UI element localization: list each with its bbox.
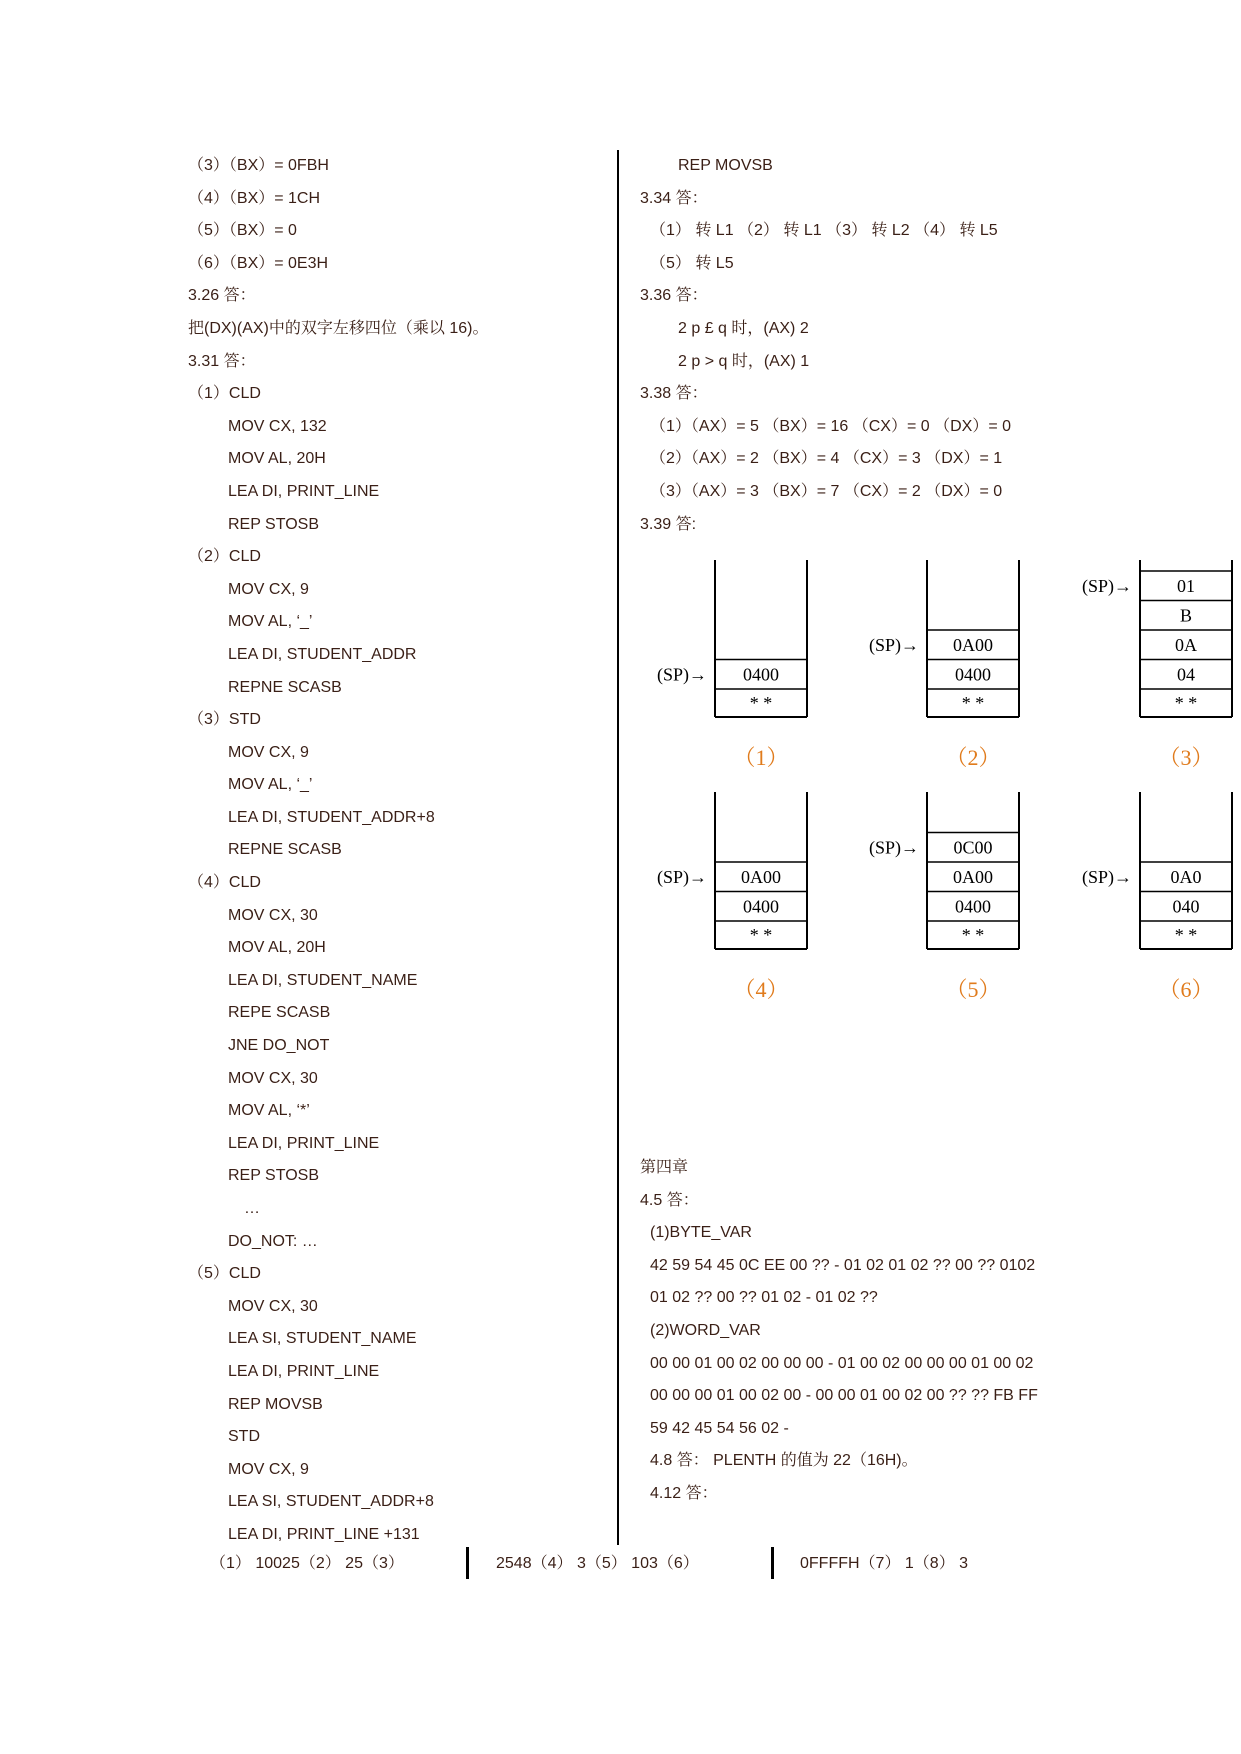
stack-cell-value: 0A00: [741, 866, 781, 887]
left-text-line: LEA DI, PRINT_LINE: [228, 1134, 380, 1152]
stack-diagram-svg: [640, 560, 1241, 1080]
right-text-line: 2 p > q 时，(AX) 1: [678, 352, 810, 370]
right-text-line: 3.34 答：: [640, 189, 708, 207]
left-text-line: MOV CX, 30: [228, 1069, 318, 1087]
stack-caption: （2）: [945, 745, 1001, 770]
left-text-line: JNE DO_NOT: [228, 1037, 330, 1055]
right-text-line: 4.5 答：: [640, 1191, 699, 1209]
stack-pointer-label: (SP)→: [1081, 575, 1132, 596]
left-text-line: REP STOSB: [228, 1167, 319, 1185]
right-column-top: [640, 150, 1080, 541]
left-text-line: MOV AL, 20H: [228, 450, 326, 468]
right-text-line: 第四章: [640, 1159, 689, 1176]
left-text-line: （4）（BX）= 1CH: [188, 189, 321, 207]
left-text-line: MOV CX, 30: [228, 906, 318, 924]
left-text-line: DO_NOT: …: [228, 1232, 318, 1250]
right-text-line: （5） 转 L5: [650, 254, 734, 272]
left-text-line: MOV CX, 9: [228, 580, 309, 598]
right-text-line: （2）（AX）= 2 （BX）= 4 （CX）= 3 （DX）= 1: [650, 450, 1003, 468]
stack-diagrams: [640, 560, 1241, 1080]
left-text-line: MOV CX, 132: [228, 417, 327, 435]
stack-cell-value: 0A00: [953, 866, 993, 887]
right-text-line: REP MOVSB: [678, 157, 773, 174]
stack-cell-value: 0A00: [953, 634, 993, 655]
left-text-line: LEA DI, PRINT_LINE +131: [228, 1525, 420, 1543]
left-text-line: LEA DI, STUDENT_NAME: [228, 971, 418, 989]
footer-part-3: 0FFFFH（7） 1（8） 3: [800, 1555, 969, 1572]
stack-bottom-mark: * *: [749, 925, 773, 945]
stack-cell-value: 0400: [955, 896, 991, 917]
right-text-line: 00 00 01 00 02 00 00 00 - 01 00 02 00 00 00 01 00 02: [650, 1354, 1034, 1372]
stack-caption: （6）: [1158, 977, 1214, 1002]
left-text-line: MOV AL, ‘*’: [228, 1102, 310, 1120]
stack-cell-value: 0C00: [953, 837, 993, 858]
left-text-line: LEA SI, STUDENT_ADDR+8: [228, 1493, 434, 1511]
stack-pointer-label: (SP)→: [1081, 866, 1132, 887]
left-text-line: MOV AL, ‘_’: [228, 613, 313, 631]
right-text-line: （3）（AX）= 3 （BX）= 7 （CX）= 2 （DX）= 0: [650, 482, 1003, 500]
right-text-line: 4.8 答： PLENTH 的值为 22（16H)。: [650, 1452, 918, 1470]
stack-cell-value: 040: [1172, 896, 1200, 917]
left-text-line: （2）CLD: [188, 548, 261, 566]
stack-cell-value: 0400: [743, 896, 779, 917]
right-column-bottom: [640, 1152, 1080, 1511]
left-text-line: （6）（BX）= 0E3H: [188, 254, 329, 272]
left-text-line: …: [244, 1200, 260, 1217]
right-text-line: 3.36 答：: [640, 287, 708, 305]
right-text-line: 59 42 45 54 56 02 -: [650, 1419, 789, 1437]
stack-bottom-mark: * *: [961, 925, 985, 945]
stack-cell-value: 0A: [1175, 634, 1197, 655]
left-text-line: MOV AL, 20H: [228, 939, 326, 957]
stack-pointer-label: (SP)→: [868, 634, 919, 655]
right-text-line: 00 00 00 01 00 02 00 - 00 00 01 00 02 00 ?? ?? FB FF: [650, 1387, 1038, 1405]
right-text-line: 4.12 答：: [650, 1484, 718, 1502]
stack-cell-value: 0400: [955, 664, 991, 685]
stack-pointer-label: (SP)→: [656, 664, 707, 685]
right-text-line: 3.39 答:: [640, 515, 697, 533]
right-text-line: （1）（AX）= 5 （BX）= 16 （CX）= 0 （DX）= 0: [650, 417, 1012, 435]
stack-cell-value: 0A0: [1170, 866, 1202, 887]
stack-bottom-mark: * *: [749, 693, 773, 713]
left-text-line: （5）CLD: [188, 1265, 261, 1283]
stack-bottom-mark: * *: [961, 693, 985, 713]
left-text-line: STD: [228, 1428, 260, 1446]
left-text-line: REP STOSB: [228, 515, 319, 533]
footer-part-2: 2548（4） 3（5） 103（6）: [496, 1555, 699, 1572]
stack-caption: （1）: [733, 745, 789, 770]
left-text-line: REPNE SCASB: [228, 678, 342, 696]
right-text-line: 42 59 54 45 0C EE 00 ?? - 01 02 01 02 ?? 00 ?? 0102: [650, 1256, 1036, 1274]
left-text-line: LEA SI, STUDENT_NAME: [228, 1330, 417, 1348]
stack-cell-value: 04: [1177, 664, 1195, 685]
left-text-line: REP MOVSB: [228, 1395, 323, 1413]
stack-caption: （5）: [945, 977, 1001, 1002]
right-text-line: （1） 转 L1 （2） 转 L1 （3） 转 L2 （4） 转 L5: [650, 222, 998, 240]
left-text-line: 把(DX)(AX)中的双字左移四位（乘以 16)。: [188, 319, 489, 337]
left-text-line: MOV CX, 30: [228, 1297, 318, 1315]
right-text-line: (2)WORD_VAR: [650, 1321, 761, 1339]
right-text-line: 01 02 ?? 00 ?? 01 02 - 01 02 ??: [650, 1289, 878, 1307]
left-text-line: （5）（BX）= 0: [188, 222, 297, 240]
left-text-line: （3）（BX）= 0FBH: [188, 157, 329, 174]
left-text-line: REPNE SCASB: [228, 841, 342, 859]
stack-cell-value: B: [1179, 605, 1193, 626]
stack-bottom-mark: * *: [1174, 693, 1198, 713]
left-text-line: （1）CLD: [188, 385, 261, 403]
left-text-line: MOV AL, ‘_’: [228, 776, 313, 794]
stack-caption: （4）: [733, 977, 789, 1002]
stack-cell-value: 01: [1177, 575, 1195, 596]
left-column: [188, 150, 608, 1552]
left-text-line: 3.31 答：: [188, 352, 256, 370]
left-text-line: LEA DI, PRINT_LINE: [228, 1362, 380, 1380]
right-text-line: 2 p £ q 时，(AX) 2: [678, 319, 809, 337]
left-text-line: LEA DI, STUDENT_ADDR: [228, 645, 417, 663]
column-divider: [617, 150, 619, 1545]
left-text-line: （4）CLD: [188, 874, 261, 892]
stack-pointer-label: (SP)→: [868, 837, 919, 858]
left-text-line: LEA DI, PRINT_LINE: [228, 482, 380, 500]
footer-divider-2: [771, 1547, 774, 1579]
left-text-line: （3）STD: [188, 711, 261, 729]
stack-bottom-mark: * *: [1174, 925, 1198, 945]
stack-caption: （3）: [1158, 745, 1214, 770]
stack-cell-value: 0400: [743, 664, 779, 685]
footer-part-1: （1） 10025（2） 25（3）: [210, 1555, 404, 1572]
left-text-line: 3.26 答：: [188, 287, 256, 305]
footer-divider-1: [466, 1547, 469, 1579]
stack-pointer-label: (SP)→: [656, 866, 707, 887]
answer-footer: [210, 1548, 1110, 1580]
left-text-line: MOV CX, 9: [228, 1460, 309, 1478]
left-text-line: REPE SCASB: [228, 1004, 331, 1022]
left-text-line: MOV CX, 9: [228, 743, 309, 761]
right-text-line: (1)BYTE_VAR: [650, 1224, 752, 1242]
left-text-line: LEA DI, STUDENT_ADDR+8: [228, 808, 435, 826]
right-text-line: 3.38 答：: [640, 385, 708, 403]
